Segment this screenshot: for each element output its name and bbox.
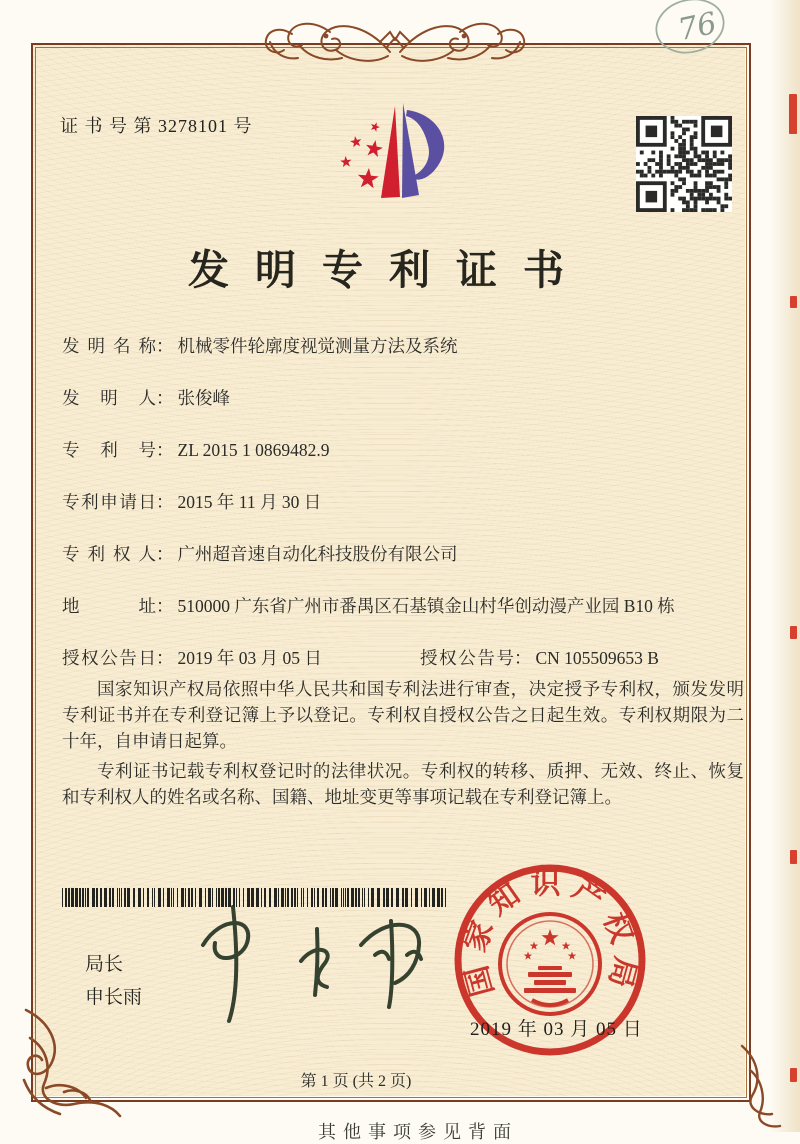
edge-seal-mark [790,626,797,639]
field-grant-row: 授权公告日 ： 2019 年 03 月 05 日 授权公告号 ： CN 105509653 B [62,648,659,668]
handwritten-mark [638,0,748,56]
field-label: 发明名称 [62,336,156,356]
grant-date-value: 2019 年 03 月 05 日 [177,648,322,668]
field-label: 专利号 [62,440,156,460]
field-label: 授权公告号 [420,648,514,668]
field-inventor: 发明人 ： 张俊峰 [62,386,742,411]
field-label: 授权公告日 [62,648,156,668]
field-value: 510000 广东省广州市番禺区石基镇金山村华创动漫产业园 B10 栋 [177,596,675,616]
qr-code [636,116,732,212]
field-label: 专利申请日 [62,492,156,512]
field-invention-name: 发明名称 ： 机械零件轮廓度视觉测量方法及系统 [62,334,742,359]
field-value: 广州超音速自动化科技股份有限公司 [177,544,458,564]
field-address: 地址 ： 510000 广东省广州市番禺区石基镇金山村华创动漫产业园 B10 栋 [62,594,742,619]
signature-icon [185,903,425,1025]
edge-seal-mark [790,296,797,308]
edge-seal-mark [790,850,797,864]
back-side-note: 其他事项参见背面 [318,1122,518,1142]
legal-text [62,676,744,814]
seal-text: 国家知识产权局 [458,867,642,1000]
handwritten-number: 76 [675,5,720,49]
cnipa-logo-icon [328,100,478,230]
field-value: 2015 年 11 月 30 日 [177,492,322,512]
edge-seal-mark [789,94,797,134]
commissioner-title: 局长 [85,954,124,975]
grant-number-value: CN 105509653 B [535,648,659,668]
certificate-title: 发明专利证书 [188,247,590,293]
field-patent-number: 专利号 ： ZL 2015 1 0869482.9 [62,438,742,463]
field-list [62,334,742,670]
page-number: 第 1 页 (共 2 页) [300,1073,412,1090]
field-patentee: 专利权人 ： 广州超音速自动化科技股份有限公司 [62,542,742,567]
national-emblem-icon [500,914,600,1014]
field-label: 专利权人 [62,544,156,564]
certificate-number: 证 书 号 第 3278101 号 [60,116,253,136]
edge-seal-mark [790,1068,797,1082]
field-filing-date: 专利申请日 ： 2015 年 11 月 30 日 [62,490,742,515]
field-value: 机械零件轮廓度视觉测量方法及系统 [177,336,458,356]
field-label: 地址 [62,596,156,616]
commissioner-name: 申长雨 [85,987,143,1008]
field-value: ZL 2015 1 0869482.9 [177,440,330,460]
seal-date: 2019 年 03 月 05 日 [470,1019,643,1040]
legal-paragraph: 专利证书记载专利权登记时的法律状况。专利权的转移、质押、无效、终止、恢复和专利权人的姓名或名称、国籍、地址变更等事项记载在专利登记簿上。 [62,761,744,807]
field-value: 张俊峰 [177,388,230,408]
commissioner-block [85,948,142,1014]
legal-paragraph: 国家知识产权局依照中华人民共和国专利法进行审查，决定授予专利权，颁发发明专利证书并在专利登记簿上予以登记。专利权自授权公告之日起生效。专利权期限为二十年，自申请日起算。 [62,679,744,751]
field-grant-number: 授权公告号 ： CN 105509653 B [420,648,659,668]
field-label: 发明人 [62,388,156,408]
